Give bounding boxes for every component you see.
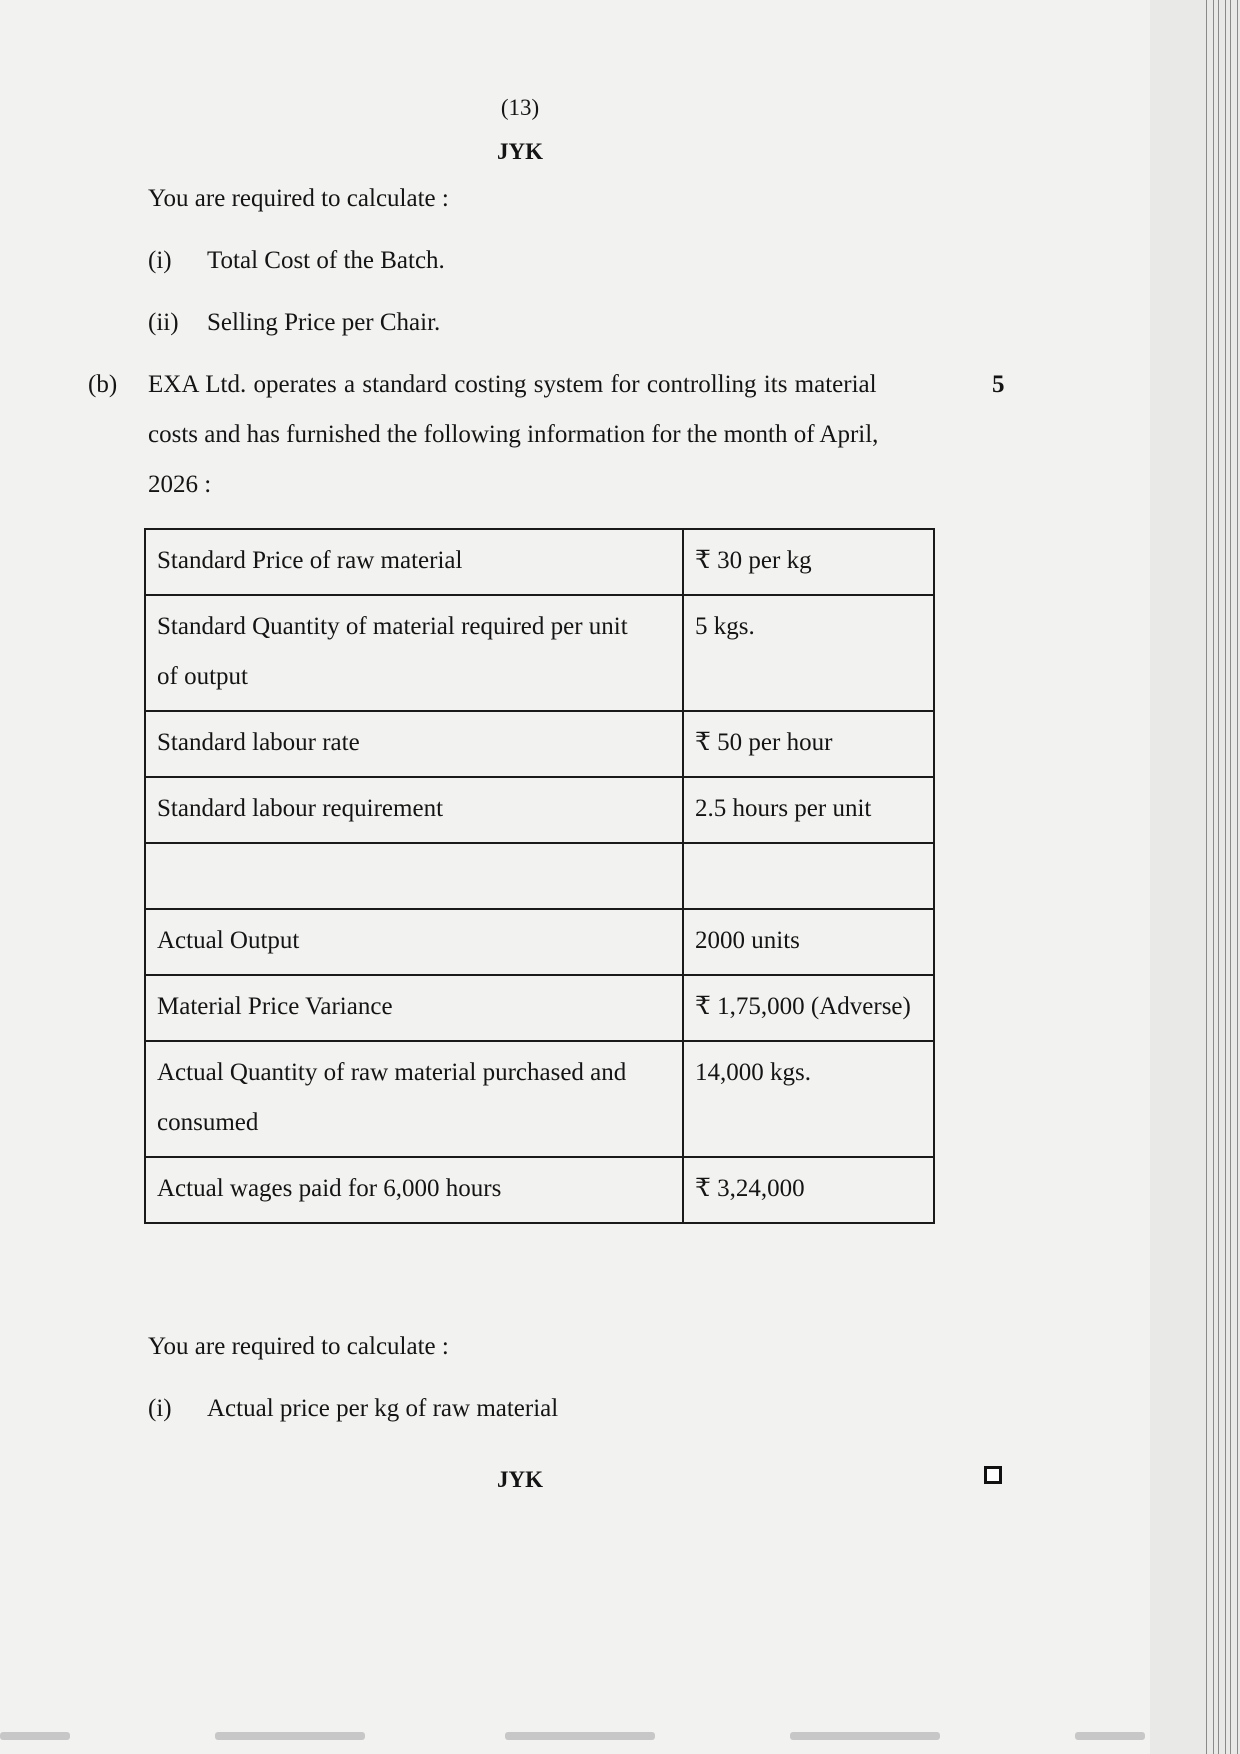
- row-label: [145, 843, 683, 909]
- row-label: [145, 711, 683, 777]
- instruction-text: You are required to calculate :: [148, 1333, 449, 1360]
- scan-artifact: [790, 1732, 940, 1740]
- row-value: 5 kgs.: [683, 595, 934, 711]
- item-text: Actual price per kg of raw material: [207, 1395, 559, 1422]
- row-label-line: Material Price Variance: [157, 993, 393, 1020]
- table-row: [145, 595, 934, 711]
- row-label: [145, 529, 683, 595]
- table-row: [145, 1041, 934, 1157]
- row-value: ₹ 1,75,000 (Adverse): [683, 975, 934, 1041]
- table-row: [145, 975, 934, 1041]
- question-line: costs and has furnished the following information for the month of April,: [148, 421, 879, 448]
- row-value: ₹ 3,24,000: [683, 1157, 934, 1223]
- item-text: Selling Price per Chair.: [207, 309, 441, 336]
- row-label-line: Standard labour requirement: [157, 795, 444, 822]
- scan-artifact: [1075, 1732, 1145, 1740]
- table-row: [145, 711, 934, 777]
- standard-cost-table: [144, 528, 935, 1224]
- scan-artifact: [215, 1732, 365, 1740]
- row-value: 2000 units: [683, 909, 934, 975]
- table-row: [145, 777, 934, 843]
- row-label-line: Actual Quantity of raw material purchased and: [157, 1059, 627, 1086]
- row-label: [145, 777, 683, 843]
- page-edge: [1230, 0, 1238, 1754]
- instruction-text: You are required to calculate :: [148, 185, 449, 212]
- item-number: (i): [148, 247, 172, 274]
- table-row: [145, 909, 934, 975]
- row-label-line: Standard labour rate: [157, 729, 360, 756]
- question-line: EXA Ltd. operates a standard costing system for controlling its material: [148, 371, 877, 398]
- table-row-empty: [145, 843, 934, 909]
- row-label-line: Actual wages paid for 6,000 hours: [157, 1175, 502, 1202]
- row-label-line: Actual Output: [157, 927, 300, 954]
- marks-label: 5: [992, 371, 1005, 398]
- table-row: [145, 1157, 934, 1223]
- page-edge: [1218, 0, 1226, 1754]
- row-label-line: Standard Quantity of material required per unit: [157, 613, 628, 640]
- row-value: ₹ 50 per hour: [683, 711, 934, 777]
- scan-artifact: [505, 1732, 655, 1740]
- row-label-line: consumed: [157, 1109, 259, 1136]
- row-value: 2.5 hours per unit: [683, 777, 934, 843]
- row-label-line: Standard Price of raw material: [157, 547, 463, 574]
- row-value: 14,000 kgs.: [683, 1041, 934, 1157]
- row-value: [683, 843, 934, 909]
- item-number: (ii): [148, 309, 179, 336]
- paper-code-header: JYK: [497, 139, 543, 164]
- row-label: [145, 595, 683, 711]
- question-line: 2026 :: [148, 471, 212, 498]
- square-mark-icon: [984, 1466, 1002, 1484]
- row-label-line: of output: [157, 663, 248, 690]
- row-label: [145, 1157, 683, 1223]
- question-label: (b): [88, 371, 118, 398]
- paper-code-footer: JYK: [497, 1467, 543, 1492]
- item-text: Total Cost of the Batch.: [207, 247, 445, 274]
- page-number: (13): [500, 95, 540, 120]
- table-row: [145, 529, 934, 595]
- scan-artifact: [0, 1732, 70, 1740]
- row-label: [145, 975, 683, 1041]
- item-number: (i): [148, 1395, 172, 1422]
- row-label: [145, 909, 683, 975]
- row-label: [145, 1041, 683, 1157]
- row-value: ₹ 30 per kg: [683, 529, 934, 595]
- page-edge: [1206, 0, 1214, 1754]
